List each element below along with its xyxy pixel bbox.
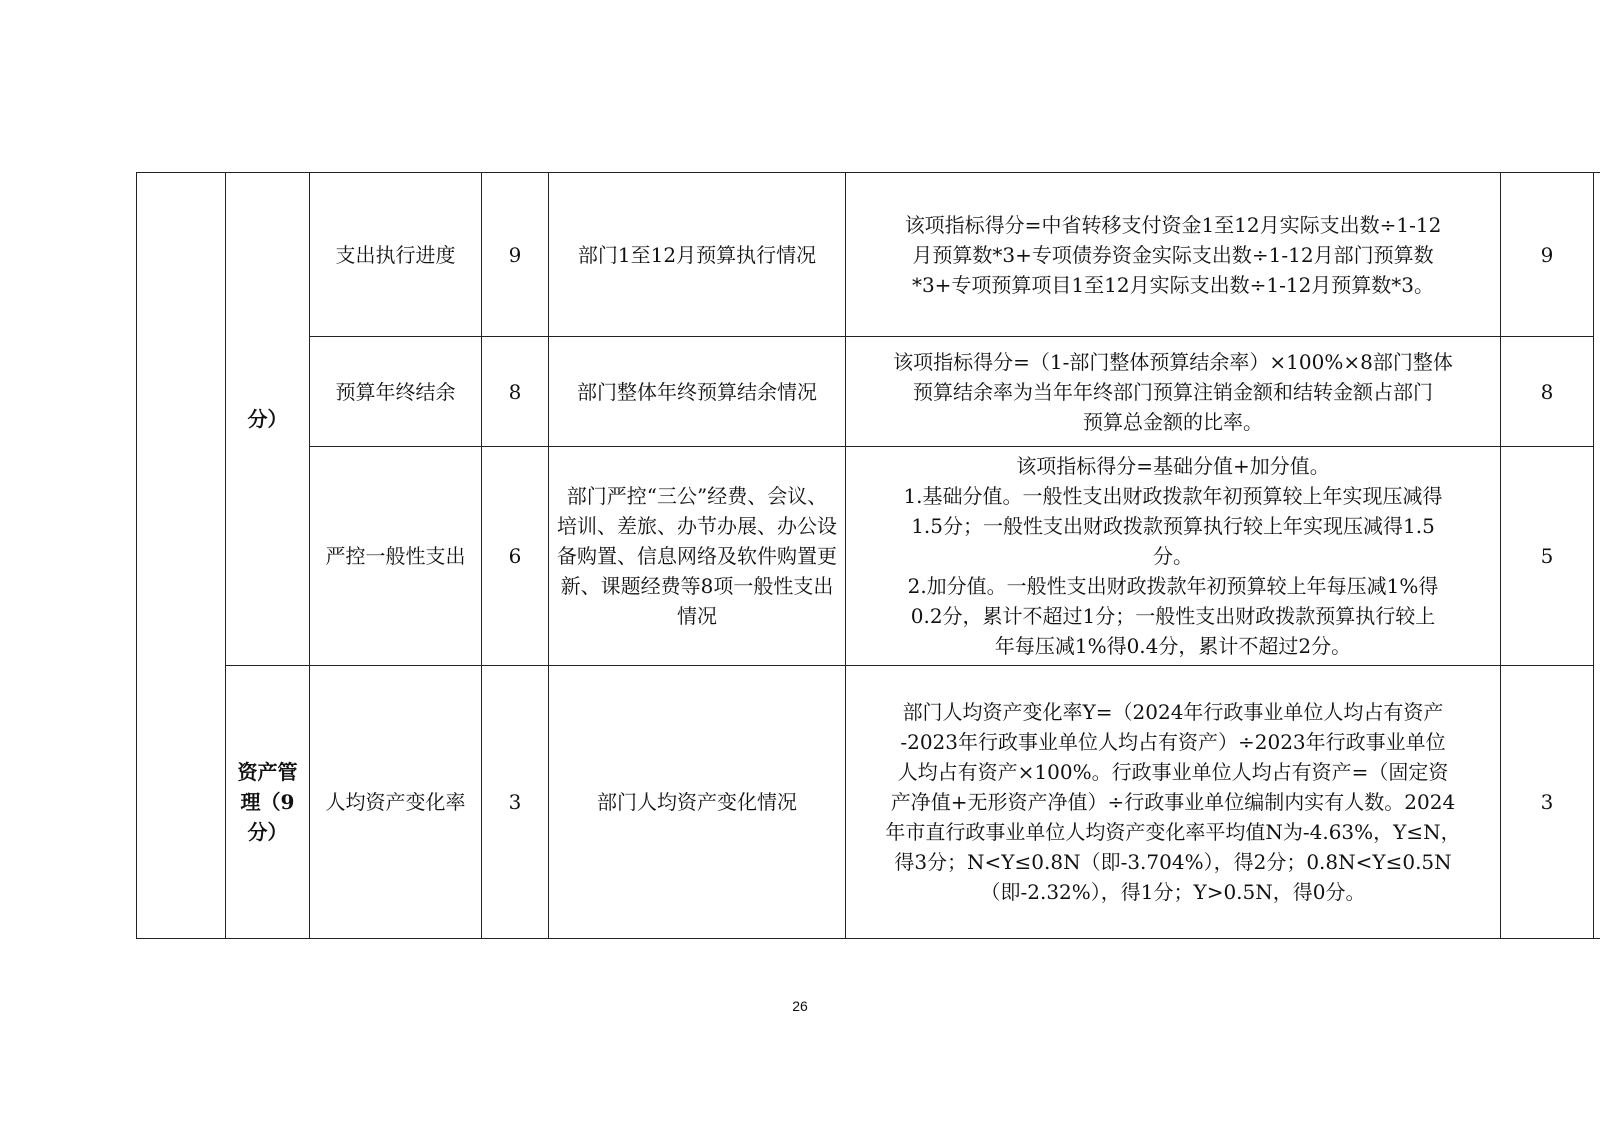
score-cell (1501, 173, 1594, 337)
criteria-line: *3+专项预算项目1至12月实际支出数÷1-12月预算数*3。 (911, 272, 1435, 297)
remarks-cell (1594, 173, 1600, 939)
content-text: 部门人均资产变化情况 (597, 790, 797, 814)
weight-value: 8 (508, 379, 522, 404)
indicator-text: 严控一般性支出 (325, 544, 466, 568)
indicator-text: 预算年终结余 (335, 379, 456, 404)
table-row (137, 666, 1600, 939)
content-text: 部门1至12月预算执行情况 (577, 242, 817, 267)
indicator-text: 人均资产变化率 (325, 790, 466, 814)
criteria-line: 部门人均资产变化率Y=（2024年行政事业单位人均占有资产 (902, 700, 1444, 724)
score-cell (1501, 447, 1594, 666)
category-tail-text: 分） (247, 407, 288, 431)
weight-cell (482, 447, 549, 666)
score-cell (1501, 666, 1594, 939)
criteria-line: 产净值+无形资产净值）÷行政事业单位编制内实有人数。2024 (890, 790, 1456, 814)
criteria-cell (846, 337, 1501, 447)
score-value: 8 (1540, 379, 1554, 404)
score-value: 3 (1540, 790, 1554, 814)
indicator-cell (310, 173, 482, 337)
table-row (137, 337, 1600, 447)
weight-cell (482, 666, 549, 939)
criteria-line: 2.加分值。一般性支出财政拨款年初预算较上年每压减1%得 (907, 574, 1439, 598)
first-level-category-cell (137, 173, 226, 939)
content-cell (549, 173, 846, 337)
weight-cell (482, 173, 549, 337)
criteria-line: 月预算数*3+专项债券资金实际支出数÷1-12月部门预算数 (912, 242, 1434, 267)
second-level-category-cell (226, 173, 310, 666)
criteria-line: 预算总金额的比率。 (1083, 409, 1263, 434)
criteria-line: 年每压减1%得0.4分，累计不超过2分。 (994, 634, 1352, 658)
criteria-line: 1.基础分值。一般性支出财政拨款年初预算较上年实现压减得 (903, 484, 1443, 508)
content-cell (549, 447, 846, 666)
indicator-cell (310, 337, 482, 447)
weight-value: 9 (508, 242, 522, 267)
content-text: 部门整体年终预算结余情况 (577, 379, 817, 404)
criteria-line: 该项指标得分=基础分值+加分值。 (1016, 454, 1330, 478)
criteria-line: 年市直行政事业单位人均资产变化率平均值N为-4.63%，Y≤N， (885, 820, 1461, 844)
weight-value: 3 (508, 790, 522, 814)
indicator-text: 支出执行进度 (335, 242, 456, 267)
table-row (137, 447, 1600, 666)
indicator-cell (310, 666, 482, 939)
criteria-line: 0.2分，累计不超过1分；一般性支出财政拨款预算执行较上 (910, 604, 1436, 628)
criteria-line: （即-2.32%），得1分；Y>0.5N，得0分。 (980, 880, 1366, 904)
category-text: 资产管理（9分） (237, 760, 298, 844)
criteria-line: 1.5分；一般性支出财政拨款预算执行较上年实现压减得1.5 (911, 514, 1435, 538)
page-number: 26 (792, 998, 808, 1014)
criteria-line: 该项指标得分=（1-部门整体预算结余率）×100%×8部门整体 (893, 349, 1453, 374)
content-cell (549, 337, 846, 447)
second-level-category-cell (226, 666, 310, 939)
weight-cell (482, 337, 549, 447)
indicator-cell (310, 447, 482, 666)
content-text: 部门严控“三公”经费、会议、培训、差旅、办节办展、办公设备购置、信息网络及软件购置更新、课题经费等8项一般性支出情况 (557, 484, 837, 628)
score-cell (1501, 337, 1594, 447)
criteria-cell (846, 173, 1501, 337)
table-row (137, 173, 1600, 337)
criteria-line: 预算结余率为当年年终部门预算注销金额和结转金额占部门 (913, 379, 1433, 404)
criteria-line: -2023年行政事业单位人均占有资产）÷2023年行政事业单位 (900, 730, 1446, 754)
score-value: 5 (1540, 544, 1554, 568)
criteria-line: 该项指标得分=中省转移支付资金1至12月实际支出数÷1-12 (904, 212, 1442, 237)
score-value: 9 (1540, 242, 1554, 267)
criteria-cell (846, 447, 1501, 666)
criteria-line: 得3分；N<Y≤0.8N（即-3.704%），得2分；0.8N<Y≤0.5N (894, 850, 1452, 874)
weight-value: 6 (508, 544, 522, 568)
evaluation-table (136, 172, 1600, 939)
criteria-cell (846, 666, 1501, 939)
criteria-line: 分。 (1153, 544, 1193, 568)
criteria-line: 人均占有资产×100%。行政事业单位人均占有资产=（固定资 (897, 760, 1449, 784)
content-cell (549, 666, 846, 939)
